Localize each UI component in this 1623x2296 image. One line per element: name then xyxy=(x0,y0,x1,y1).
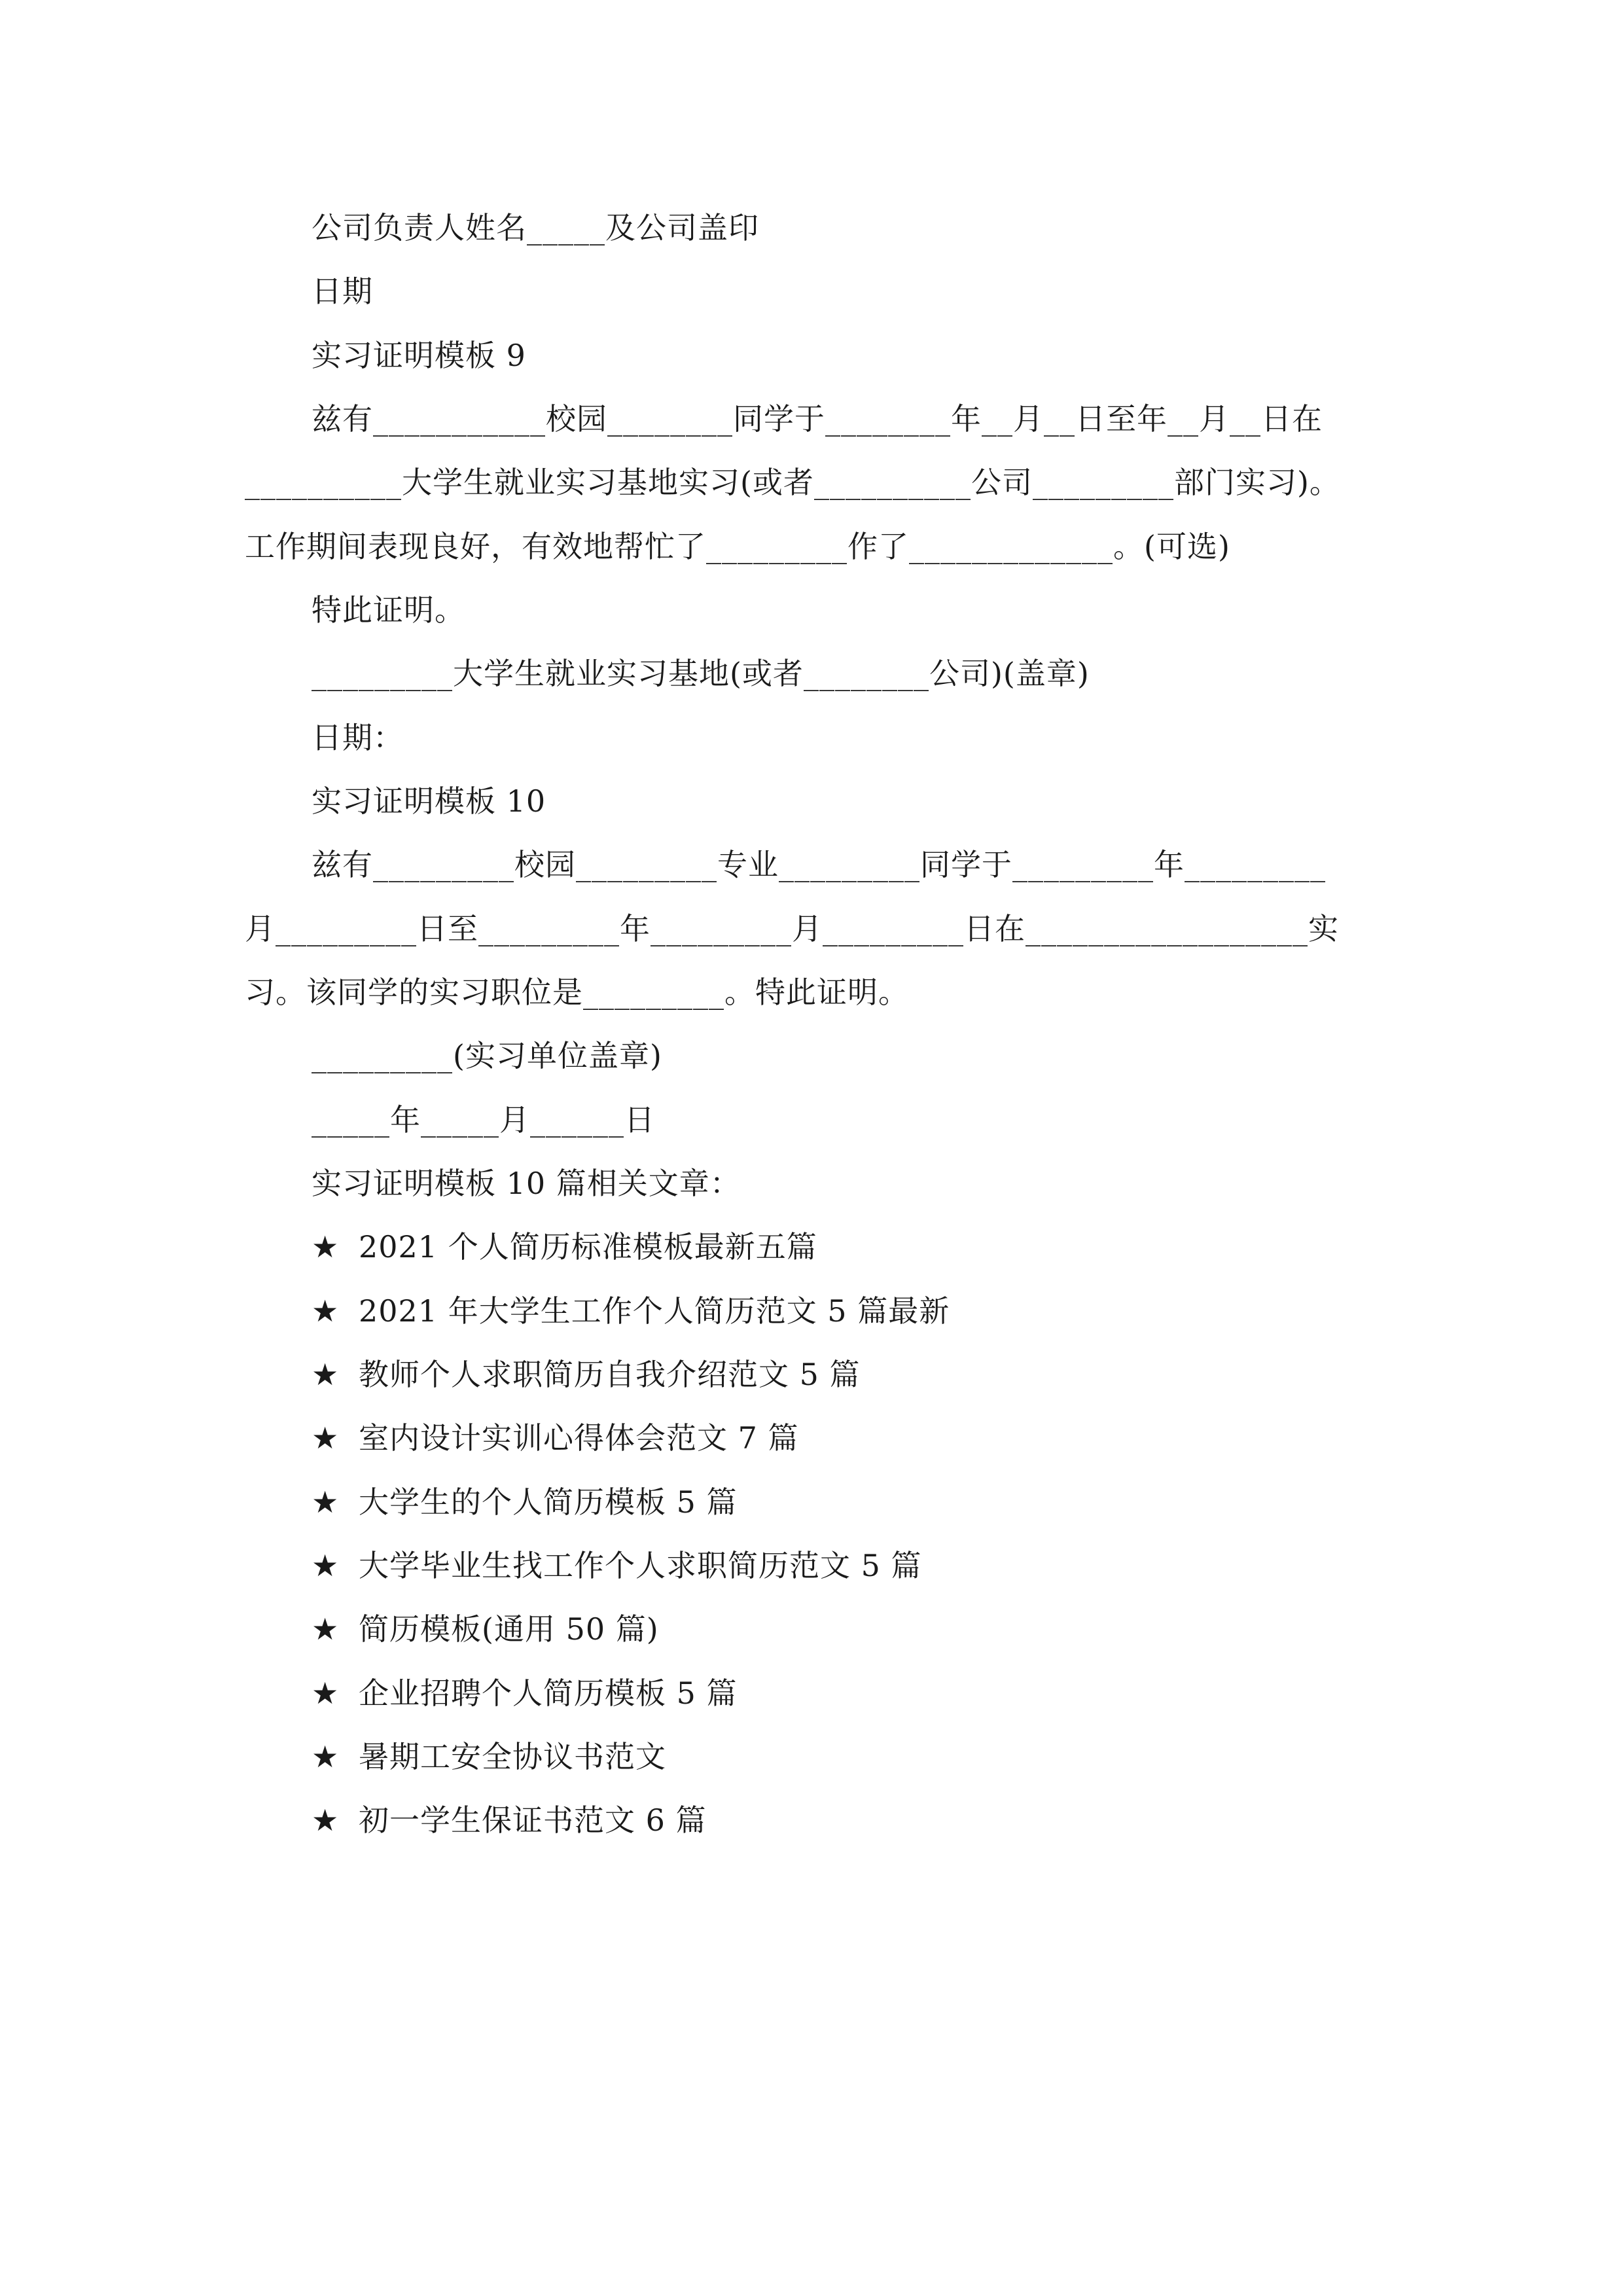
related-articles-heading: 实习证明模板 10 篇相关文章： xyxy=(312,1166,741,1201)
star-icon: ★ xyxy=(312,1357,340,1392)
template-9-body-line-2: __________大学生就业实习基地实习(或者__________公司_________部门实习)。 xyxy=(245,465,1340,500)
date-line: 日期 xyxy=(312,274,373,309)
star-icon: ★ xyxy=(312,1803,340,1838)
template-9-body-line-1: 兹有___________校园________同学于________年__月__日至年__月__日在 xyxy=(312,401,1323,437)
related-article-title: 大学毕业生找工作个人求职简历范文 5 篇 xyxy=(359,1548,922,1583)
template-10-heading: 实习证明模板 10 xyxy=(312,783,546,819)
template-10-body-line-1: 兹有_________校园_________专业_________同学于_________年_________ xyxy=(312,847,1326,882)
related-article-title: 初一学生保证书范文 6 篇 xyxy=(359,1803,707,1838)
company-head-signature-line: 公司负责人姓名_____及公司盖印 xyxy=(312,210,759,245)
related-article-link[interactable] xyxy=(312,1799,1489,1841)
template-9-body-line-3: 工作期间表现良好，有效地帮忙了_________作了_____________。(可选) xyxy=(245,529,1230,564)
template-9-date-line: 日期： xyxy=(312,720,404,755)
template-10-body-line-3: 习。该同学的实习职位是_________。特此证明。 xyxy=(245,975,909,1010)
related-article-link[interactable] xyxy=(312,1608,1489,1650)
related-article-link[interactable] xyxy=(312,1672,1489,1714)
template-10-seal-line: _________(实习单位盖章) xyxy=(312,1038,662,1073)
template-9-certify-line: 特此证明。 xyxy=(312,592,465,628)
related-article-title: 2021 年大学生工作个人简历范文 5 篇最新 xyxy=(359,1293,950,1329)
template-10-date-line: _____年_____月______日 xyxy=(312,1102,655,1138)
template-9-seal-line: _________大学生就业实习基地(或者________公司)(盖章) xyxy=(312,656,1090,691)
star-icon: ★ xyxy=(312,1293,340,1329)
related-article-link[interactable] xyxy=(312,1545,1489,1587)
related-article-link[interactable] xyxy=(312,1417,1489,1459)
star-icon: ★ xyxy=(312,1676,340,1711)
template-9-heading: 实习证明模板 9 xyxy=(312,338,526,373)
related-article-link[interactable] xyxy=(312,1226,1489,1268)
related-article-title: 室内设计实训心得体会范文 7 篇 xyxy=(359,1420,799,1456)
related-article-title: 大学生的个人简历模板 5 篇 xyxy=(359,1484,738,1520)
related-article-title: 2021 个人简历标准模板最新五篇 xyxy=(359,1229,817,1265)
related-article-title: 简历模板(通用 50 篇) xyxy=(359,1611,659,1647)
template-10-body-line-2: 月_________日至_________年_________月_________日在__________________实 xyxy=(245,911,1339,946)
related-article-link[interactable] xyxy=(312,1354,1489,1395)
star-icon: ★ xyxy=(312,1548,340,1583)
related-article-title: 企业招聘个人简历模板 5 篇 xyxy=(359,1676,738,1711)
star-icon: ★ xyxy=(312,1739,340,1774)
related-article-link[interactable] xyxy=(312,1736,1489,1778)
related-article-link[interactable] xyxy=(312,1290,1489,1332)
star-icon: ★ xyxy=(312,1229,340,1265)
star-icon: ★ xyxy=(312,1611,340,1647)
related-article-title: 暑期工安全协议书范文 xyxy=(359,1739,666,1774)
star-icon: ★ xyxy=(312,1420,340,1456)
related-article-title: 教师个人求职简历自我介绍范文 5 篇 xyxy=(359,1357,861,1392)
star-icon: ★ xyxy=(312,1484,340,1520)
related-article-link[interactable] xyxy=(312,1481,1489,1523)
